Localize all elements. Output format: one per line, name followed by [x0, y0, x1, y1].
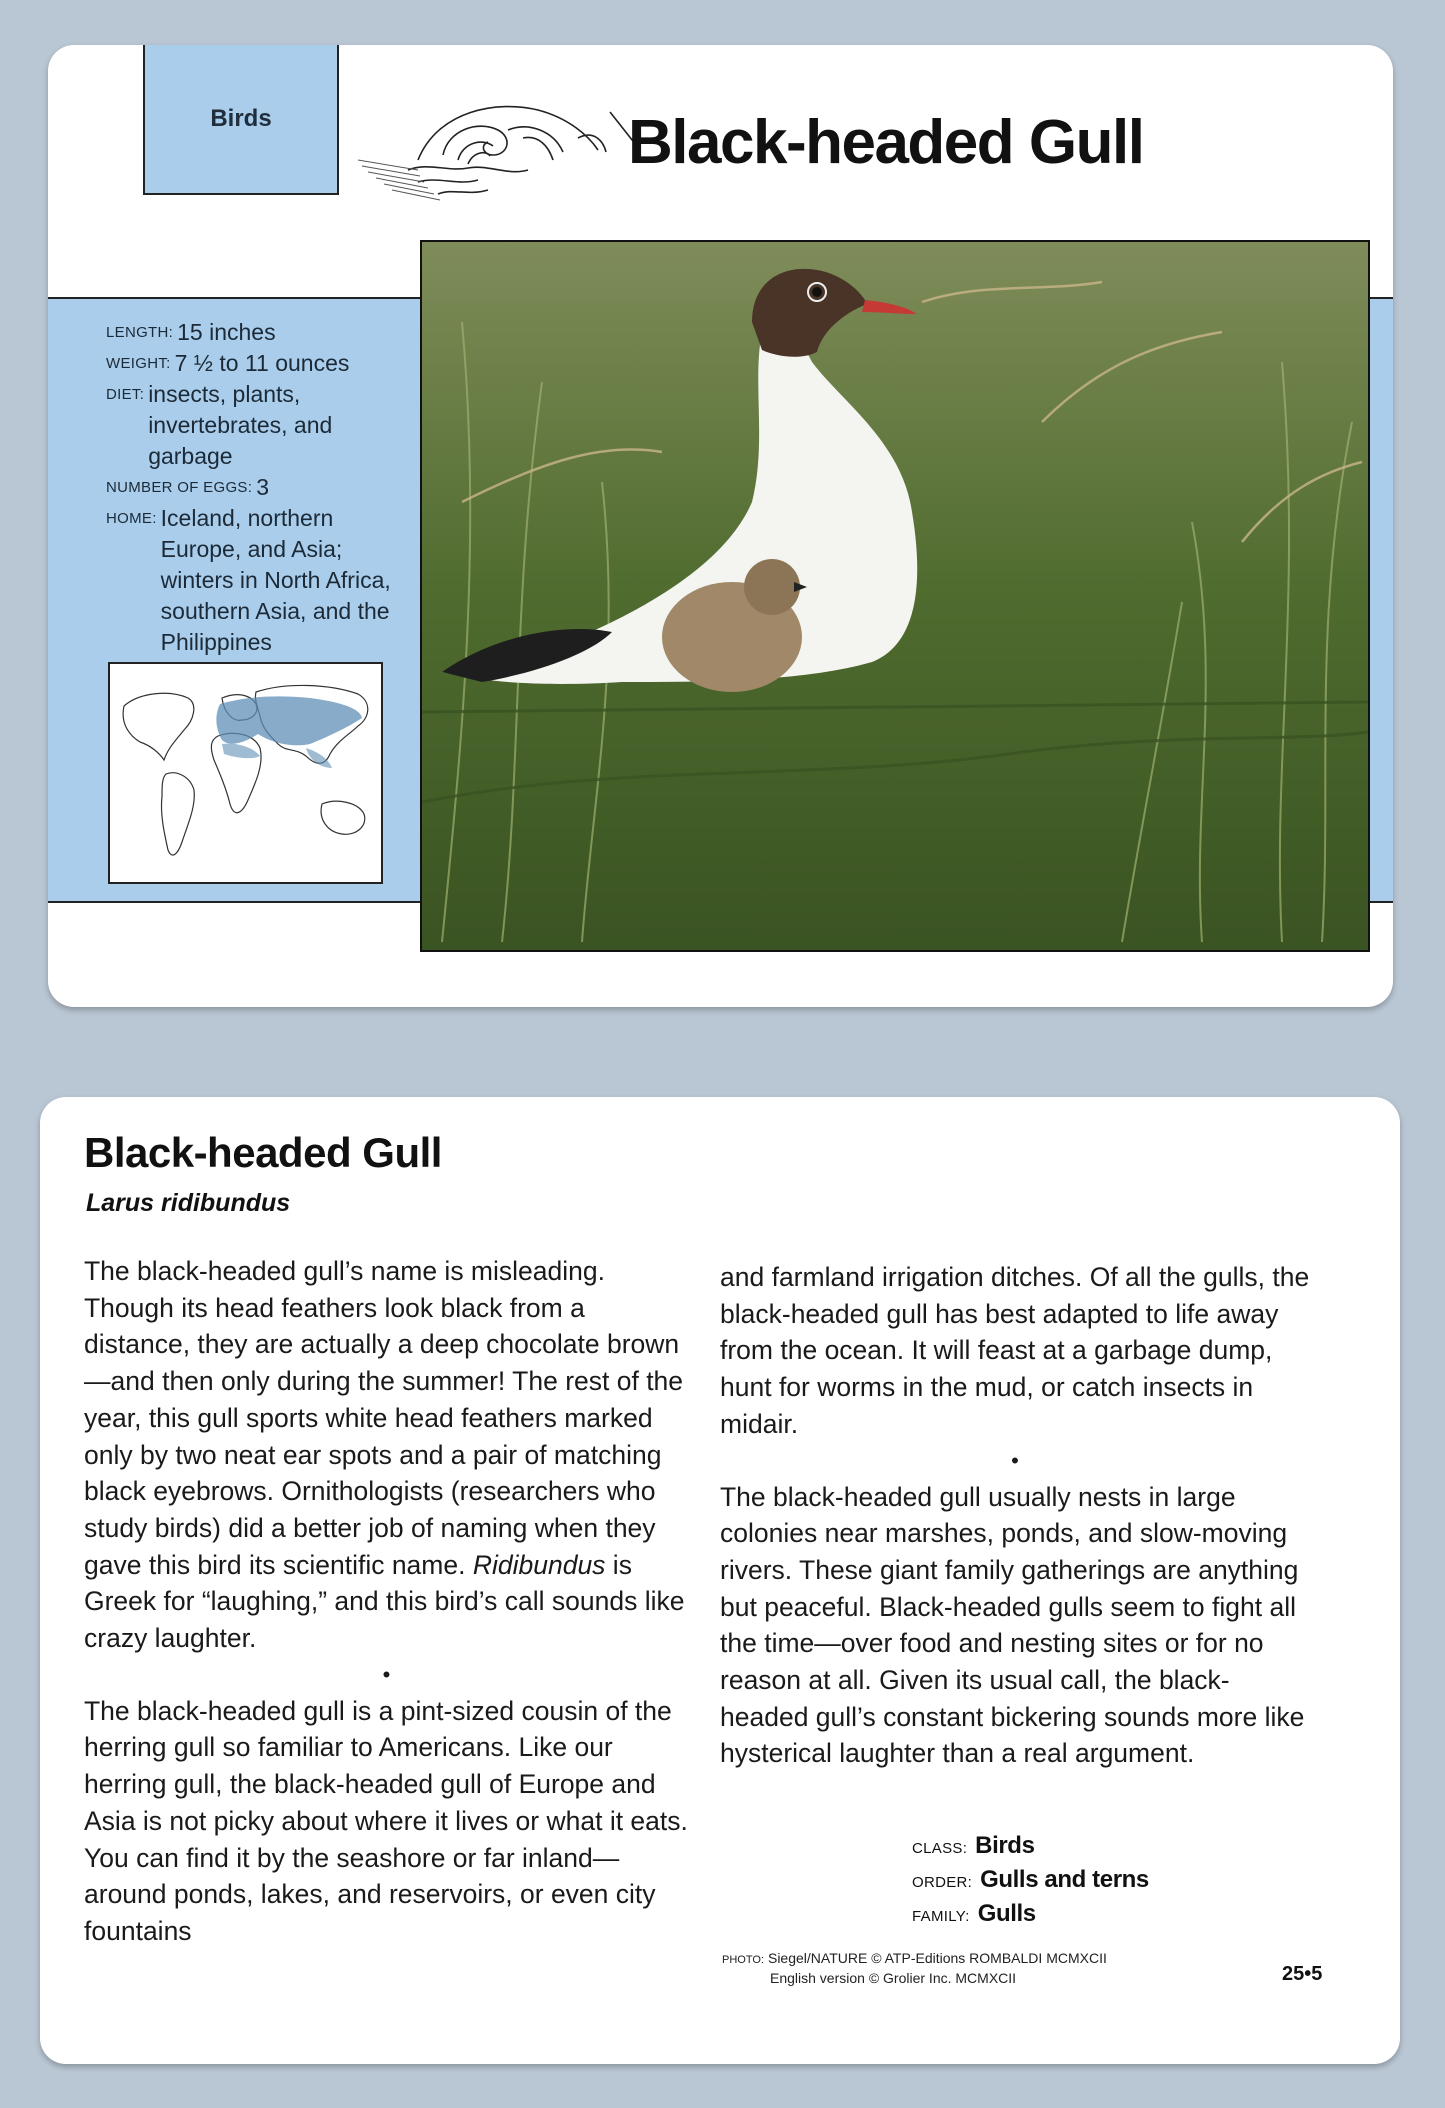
bullet-separator: •	[1011, 1447, 1019, 1473]
category-box	[143, 45, 339, 195]
front-title: Black-headed Gull	[628, 108, 1144, 177]
bullet-separator: •	[382, 1661, 391, 1687]
range-map	[108, 662, 383, 884]
diet-value: insects, plants, invertebrates, and garbage	[148, 381, 333, 469]
paragraph-1: The black-headed gull’s name is misleading. Though its head feathers look black from a distance, they are actually a deep chocolate brown—and then only during the summer! The rest of the year, this gull sports white head feathers marked only by two neat ear spots and a pair of matching black eyebrows. Ornithologists (researchers who study birds) did a better job of naming when they gave this bird its scientific name. Ridibundus is Greek for “laughing,” and this bird’s call sounds like crazy laughter.	[84, 1256, 685, 1654]
gull-photo	[420, 240, 1370, 952]
photo-label: PHOTO:	[722, 1954, 764, 1966]
paragraph-4: The black-headed gull usually nests in large colonies near marshes, ponds, and slow-moving rivers. These giant family gatherings are anything but peaceful. Black-headed gulls seem to fight all the time—over food and nesting sites or for no reason at all. Given its usual call, the black-headed gull’s constant bickering sounds more like hysterical laughter than a real argument.	[720, 1481, 1305, 1769]
home-label: HOME:	[106, 510, 157, 527]
order-value: Gulls and terns	[980, 1866, 1149, 1893]
front-card	[48, 45, 1393, 1007]
length-value: 15 inches	[177, 319, 276, 345]
credit-line-1: Siegel/NATURE © ATP-Editions ROMBALDI MCMXCII	[767, 1950, 1107, 1966]
text-column-right	[720, 1259, 1310, 1772]
card-number: 25•5	[1282, 1963, 1323, 1985]
scientific-name: Larus ridibundus	[86, 1189, 291, 1217]
category-label: Birds	[210, 105, 272, 132]
gull-photo-image	[422, 242, 1368, 950]
eggs-label: NUMBER OF EGGS:	[106, 479, 253, 496]
world-map-icon	[110, 664, 381, 882]
length-label: LENGTH:	[106, 324, 174, 341]
latin-word: Ridibundus	[472, 1549, 606, 1580]
wave-logo-icon	[348, 90, 668, 210]
class-value: Birds	[975, 1832, 1035, 1859]
taxonomy-block	[912, 1830, 1149, 1932]
weight-value: 7 ½ to 11 ounces	[174, 350, 350, 376]
diet-label: DIET:	[106, 386, 145, 403]
photo-credits	[722, 1949, 1107, 1987]
credit-line-2: English version © Grolier Inc. MCMXCII	[770, 1970, 1017, 1986]
order-label: ORDER:	[912, 1874, 973, 1891]
home-value: Iceland, northern Europe, and Asia; winters in North Africa, southern Asia, and the Philippines	[160, 505, 391, 655]
paragraph-3: and farmland irrigation ditches. Of all the gulls, the black-headed gull has best adapted to life away from the ocean. It will feast at a garbage dump, hunt for worms in the mud, or catch insects in midair.	[720, 1262, 1310, 1439]
weight-label: WEIGHT:	[106, 355, 171, 372]
paragraph-2: The black-headed gull is a pint-sized cousin of the herring gull so familiar to Americans. Like our herring gull, the black-headed gull of Europe and Asia is not picky about where it lives or what it eats. You can find it by the seashore or far inland—around ponds, lakes, and reservoirs, or even city fountains	[84, 1695, 688, 1946]
class-label: CLASS:	[912, 1840, 968, 1857]
eggs-value: 3	[256, 474, 269, 500]
back-card	[40, 1097, 1400, 2064]
text-column-left	[84, 1253, 689, 1950]
back-title: Black-headed Gull	[84, 1129, 442, 1176]
family-label: FAMILY:	[912, 1908, 970, 1925]
fact-list	[106, 317, 426, 658]
family-value: Gulls	[977, 1900, 1036, 1927]
